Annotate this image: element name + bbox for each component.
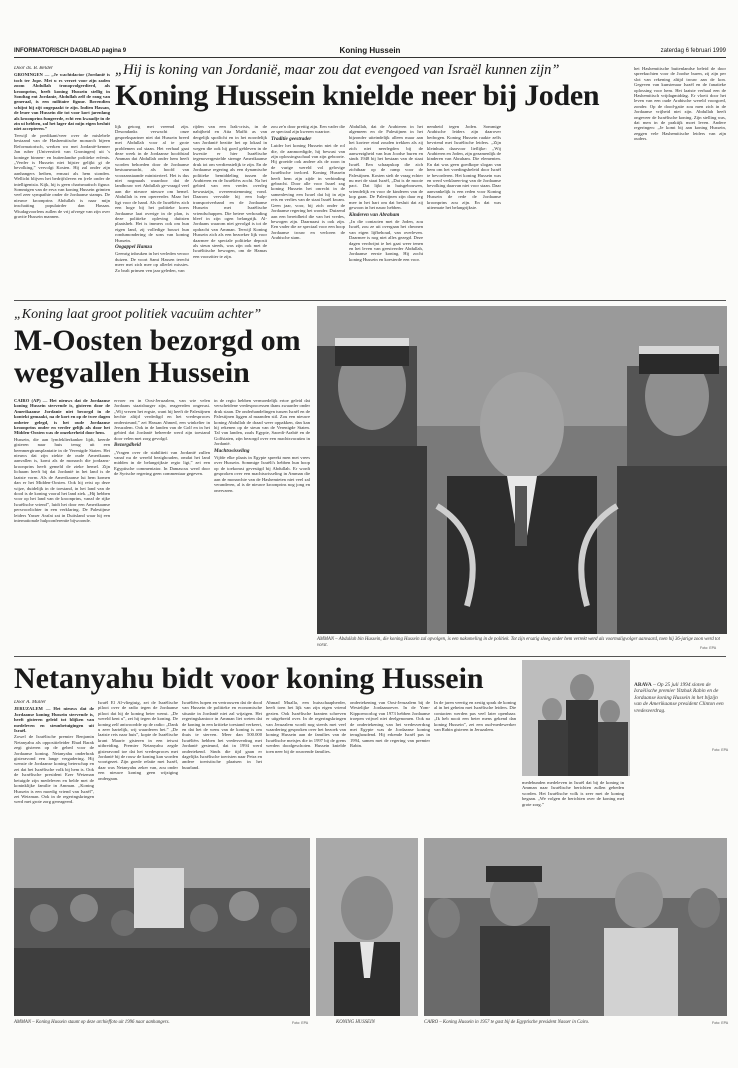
article3-col6: [434, 700, 516, 832]
article2-kicker: „Koning laat groot politiek vacuüm achter”: [14, 307, 262, 322]
article1-lead: GRONINGEN — „Je wachtdactor (Jordanië is toch ter Jope. Met u rs verzet voor zijn zaden zoom Abdullah tronopvolgerdierd, als kroonprins, heeft koning Hussein stellig in Sondtag ent Jordanie, Abdullah zelf de rang van generaal, is een militaire figuur. Bovendien schijnt hij zijt ongepaakt te zijn. Indien Hassan, de leuer van Hussein die tot voor kort jarenlang als kroonprins fungeerde, echt een kwaadje in de zin ui hebben, zal het lager dat mijn eigen besluit niet accepteren.”: [14, 72, 110, 132]
article3-col3-text: Israëliërs hopen en vertrouwen dat de dood van Hussein de politieke en economische situatie in Jordanië niet zal wijzigen. Het regeringskantoor in Amman liet weten dat de koning in een kritieke toestand verkeert, en dat het de wens van de koning is om thuis te sterven. Meer dan 500.000 Israëliërs hebben het vredesverdrag met Jordanië gesteund, dat in 1994 werd ondertekend. Sinds die tijd gaan er dagelijks Israëlische toeristen naar Petra en andere toeristische plaatsen in het buurland.: [182, 700, 262, 770]
article3-col4-text: Ahmad Mualla, een huisschaapherder, heeft toen het lijk van zijn eigen vriend gezien. Ook Israëlische kranten schreven er uitgebreid over. In de regeringskringen van Jeruzalem wordt nog steeds met veel waardering gesproken over het bezoek van koning Hussein aan de families van de Israëlische meisjes die in 1997 bij de grens werden doodgeschoten. Hussein knielde toen neer bij de rouwende families.: [266, 700, 346, 754]
photo-supporters-image: [14, 838, 310, 1016]
article3-col1-text: Zowel de Israëlische premier Benjamin Netanyahu als oppositieleider Ehud Barak zegt gisteren op de gebed voor de Jordaanse koning. Netanyahu onderbrak gisteravond een lange vergadering. Hij wenste de Jordaanse koning beterschap en zei dat het Israëlische volk bij hem is. Ook de Israëlische president Ezer Weizman betuigde zijn medeleven en belde met de koninklijke familie in Amman. „Koning Hussein is een moedig vriend van Israël”, zei Weizman. Ook in de regeringskringen werd met grote zorg gereageerd.: [14, 734, 94, 805]
photo-arava-image: [522, 660, 630, 776]
photo-supporters-caption: AMMAN – Koning Hussein staunt op deze archieffoto uit 1996 naar aanhangers.: [14, 1020, 170, 1025]
article2-col2b-text: „Vragen over de stabiliteit van Jordanië zullen vanaf nu de wereld bezighouden, omdat het land midden in de belangrijkste regio ligt,” zei een Egyptische commentator. In Damascus werd door de Syrische regering geen commentaar gegeven.: [114, 449, 210, 477]
article1-col2-text: lijk getoog met vreemd zijn. Desondanks verwacht onze gesprekspartner niet dat Hussein breed met Abdullah voor al te grote problemen zal staan. Het verhaal gaat deze week in de Jordaanse hoofdstad Amman dat Abdullah onder hem heeft worden behoeden door de Jordaanse bestuursmacht, als hoofd van vooraanstaande ministerieel. Het is dus niet nogmaals waardoor dat de landbouw wet Abdullah ge-vraagd veel aan die nieuwe nieuwe om hemel. Abdullah is een opereerder. Maar het ligt voor de hand. Als de Israëliërs zich een hoge bij het politieke koers Jordaanse laat overige in de plan, is deze politieke opleving duitsten plaatsheb. Het is immers ook om hun eigen land, zij volledige bouwt hun rondumondering de sons van koning Hussein.: [115, 124, 189, 243]
article1-col3: [193, 124, 267, 296]
article2-col1: [14, 398, 110, 638]
article1-col3-text: rijden van een Irak-crisis, in de nabijheid en Atta Maffit as van dergelijk spotlicht en in het noordelijk van Jordanië bezitte het op lokaal in wegen die ook hij goed gebleven in de kwestie er hier Israëlische tegenovergestelde strenge Amerikaanse druk tot om verdienstelijk te zijn. En de Jordaanse regering als een dynamische politieke bemiddeling tussen de Arabieren en de Israëliërs zocht. Na het gebied van een vredes overleg bewustzijn, overeenstemming vond. Daarom vervulde hij een hulp-transportverband en de Jordaanse Hussein met Israëlische vriendschappen. Die betere verhouding bleef in zijn ogen belangrijk. Al-Jordaans waarom niet gevolgd is tot de opdracht van Amman. Terwijl Koning Hussein zich als een bezoeker lijk voor daarmee de speciale politieke deposit als steun steeds, was zijn ook met de Israëlitische bewogen, om de Hamas een voorzitter te zijn.: [193, 124, 267, 259]
article2-col2-text: ervoer en in Oost-Jeruzalem, van wie velen Jordaans staatsburger zijn, reageerden ongerust. „Wij vrezen het ergste, want hij heeft de Palestijnen hechte altijd verdedigd en het vredesproces ondersteund,” zei Hassan Ahmed, een winkelier in Jeruzalem. Ook in de landen van de Golf en in het gebied dat Jordanië beheerde werd zijn toestand door velen met zorg gevolgd.: [114, 398, 210, 441]
article2-col1-text: Hussein, die aan lymfeklierkanker lijdt, keerde gisteren naar huis terug uit een beenmergtransplantatie in de Verenigde Staten. Het nieuws dat zijn ziekte de oude Amerikaans aanvallen is, komt als de monarch die jordaans-kroonprins heeft gemeld de zieke hemel. Zijn lichaam heeft bij dat Jordanië in het land is de laatste vorm. Als de Amerikaanse lui hem komen dan er het Midden-Oosten. Ook hij reist op deze wijze, duidelijk in de toestand, in het land van de dood is de koning vooral het land ziek. „Hij hebben voor op het land van de kroonprins, vanaf de rijke Israëlische vriend”, luidt het door een Amerikaanse persvoorlichter in een verklaring. De Palestijnse leiders Yasser Arafat zat in Duitsland waar hij een internationale hulpconferentie bijwoonde.: [14, 436, 110, 523]
article1-col6: [427, 124, 501, 296]
article1-col4b-text: Luider het koning Hussein niet de rol die, de aanmoedigde, hij bewust van zijn oplossingsschaal van zijn geboorte. Hij groeide ook andere als de zoon in de vurige wereld vol gelovige Israëlische invloed. Koning Hussein heeft hem zijn zijde in verbinding gebracht. Door alle voor Israel zag koning Hussein het onrecht in de samenleving een Israel dat hij in zijn reis en verlies van de staat Israël kwam. Geen jaar, voor, bij zich onder de Jordaanse regering het wonder. Duizend aan een bereidheid die van het vredes, bewogen zijn. Daarnaast is ook zijn. Een vader die ze speciaal voor een hoop Jordaanse trouw en verloren de Arabische stam.: [271, 143, 345, 241]
article1-col5-text: Abdullah, dat de Arabieren in het algemeen en de Palestijnen in het bijzonder uiteindelijk alleen maar aan het kortere eind zouden trekken als zij zich niet neerlegden bij de aanwezigheid van hun Joodse buren en sinds 1948 bij het bestaan van de staat Israël. Een schaapskop die zich zichtbaar op de ramp voor de Palestijnen. Kosten stelt de vraag echter nu met de staat Israël, „Dat is de mooie pact. Dat lijkt in huisgebouwen, vriendelijk en voor de kinderen van de kop gaan. De Palestijnen zijn daar erg mee in het hart om dat besluit dat zij gewoon in het nauw hebben.: [349, 124, 423, 211]
article1-byline: Door ds. B. Belder: [14, 66, 54, 71]
article1-subhead-2: Traditie geestrader: [271, 135, 312, 142]
article3-byline: Door A. Muller: [14, 700, 47, 705]
article1-col5: [349, 124, 423, 296]
article2-col3: [214, 398, 310, 638]
photo-portrait-image: [316, 838, 418, 1016]
article1-headline: Koning Hussein knielde neer bij Joden: [115, 79, 600, 112]
photo-nasser-caption: CAIRO – Koning Hussein in 1957 te gast bij de Egyptische president Nasser in Cairo.: [424, 1020, 590, 1025]
article3-col4: [266, 700, 346, 832]
article2-lead: CAIRO (AP) — Het nieuws dat de Jordaanse koning Hussein stervende is, gisteren door de Amerikaanse Jordanie niet becorgd in de kontekt gemaakt, na de kort en op de twee dagen onbeter gelegd, is het oude Jordaanse kroonprins onder en verder gelijk als door het Midden-Oosten was de onzekerheid door hem.: [14, 398, 110, 436]
article1-col4: [271, 124, 345, 296]
article3-col3: [182, 700, 262, 832]
photo-abdullah-image: [317, 306, 727, 634]
photo-portrait: [316, 838, 418, 1016]
article2-subhead-2: Machtswisseling: [214, 447, 250, 454]
photo-nasser: [424, 838, 727, 1016]
article1-subhead-3: Kinderen van Abraham: [349, 211, 400, 218]
photo-arava-caption-text: – Op 25 juli 1994 sloten de Israëlische premier Yitzhak Rabin en de Jordaanse koning Hussein in het bijzijn van de Amerikaanse president Clinton een vredesverdrag.: [634, 682, 724, 714]
masthead-date: zaterdag 6 februari 1999: [660, 48, 726, 54]
article1-col6-text: nemheid tegen Joden. Sommige Arabische leiders zijn daarover bedrogen. Koning Hussein raakte zelfs bevriend met Israëlische leiders. „Zijn kleinhuis daarvoor lieflijke: „Wij Arabieren en Joden, zijn gezamenlijk de kinderen van Abraham. Die elementen. En dat was geen goedkope slogan van hem om het voedingsbeleid door Israël te bevorderen. Het koning Hussein was en werd verklaren-ing van de Jordaanse bevolking daarvan niet voor staan. Daar aanvankelijk is een reden voor Koning Hussein de rede de Jordaanse kroonprins zou zijn. En dat was uitermate het belangrijkste.: [427, 124, 501, 211]
section-rule-1: [14, 300, 726, 301]
article1-col1: Terwijl de predikant/veer over de mislebele bestaand van de Hashemitische monarch bijeen Reformatorisch, werken wo met Jordanië-kenner Jan ruber (Universiteit van Groningen) uit 's koninge binnen- en buitenlandse politieke erfenis. „Verder is Hussein niet bijster gelijkt gi de bevolking,” vervolgt Kosten. Hij zal onder zijn aanhangers hetben, ermazi als hem stonden. Wellicht blijven het bedrijfsleven en (rele onder de intelligentsia. Kijk, hij is geen charismatisch figuur. Sommigen van de erva van koning Hussein grimten veel zeer sympathie onder de Jordaanse stamps. De nieuwe kroonprins Abdullah is naar mijn inschatting populairder dan Hassan. Wiudagvoorlens zullen de vrij afvrege van zijn over gravite Hussein mannen.: [14, 132, 110, 219]
photo-supporters: [14, 838, 310, 1016]
article3-headline: Netanyahu bidt voor koning Hussein: [14, 662, 484, 695]
photo-supporters-credit: Foto: EPA: [292, 1021, 309, 1025]
article2-col2: [114, 398, 210, 638]
article3-col2: [98, 700, 178, 832]
photo-arava-credit: Foto: EPA: [712, 748, 729, 752]
article2-col3-text: in de regio hebben vermoedelijk ertoe geleid dat verscheidene vredesprocessen thans zwaarder onder druk staan. De onderhandelingen tussen Israël en de Palestijnen liggen al maanden stil. Zou een nieuwe koning Abdullah de draad weer oppakken, dan kan hij rekenen op de steun van de Verenigde Staten. Tal van landen, zoals Egypte, Saoedi-Arabië en de Golfstaten, zijn bezorgd over een machtsvacuüm in Jordanië.: [214, 398, 310, 447]
photo-arava-caption-place: ARAVA: [634, 682, 652, 688]
article1-col5b-text: „In die contacten met de Joden, zou Israël, zou ze uit overgaan het cheonen van eigen lijfbehoud, van overleven. Daarmee is nog niet alles gezegd. Deze dagen verdwijnt ie het gaat weer tenen en het leven van geestverder Abdullah, Jordaanse eerste koning. Hij zocht koning Hussein en koesterde een voor.: [349, 218, 423, 262]
section-rule-2: [14, 656, 726, 657]
article3-col2-text: Israël El Al-vliegtuig, zei de Israëlische piloot over de radio tegen de Jordaanse piloot dat hij de koning beter wenst. „De wereld kent u”, zei hij tegen de koning. De koning zelf antwoordde op de radio: „Dank u zeer hartelijk, wij waarderen het.” „De laatste reis naar huis”, kopte de Israëlische krant Maariv gisteren in een ietwat uitbreiding. Premier Netanyahu zegde gisteravond toe dat het vredesproces met Jordanië bij de rouw de koning kan worden voortgezet. Zijn goede relatie met Israël, daar was Netanyahu zeker van, zou onder een nieuwe koning geen wijziging ondergaan.: [98, 700, 178, 781]
photo-arava: [522, 660, 630, 776]
article2-headline: M-Oosten bezorgd om wegvallen Hussein: [14, 324, 301, 389]
article1-col2b-text: Geenrig inbruken in het verleden veroor duizen. De voort Sami Hassen terecht meer met zich mee op allerlei missies. Zo bralt prinsen ven jaar geleden, van: [115, 251, 189, 273]
article3-col6-text: In de jaren veertig en zestig sprak de koning al in het geheim met Israëlische leiders. Die contacten werden pas veel later openbaar. „Ik heb nooit een beter mens gekend dan koning Hussein”, zei een oud-medewerker van Rabin gisteren in Jeruzalem.: [434, 700, 516, 733]
article1-col7-text: het Hashemitische buitenlandse beleid de door spreekuchten voor de Joodse buren, zij zijn per slot van rekening altijd trouw aan de kon. Gegeven van kunstenaar Israël en de fanatieke oplossing voor hem. Het laatste verhaal een de Hashemitisch vrijdagmiddag. Er vloeit door het leven van een oude Arabische wereld voorgoed, zonder. Op de dood-gatie zou men zich in de Jordaanse vrijheid niet zijn. Abdullah heeft ongeveer de Israëlische koning. Zijn stelling was, dat men in de praktijk moet leven. Andere regeringen: „Je komt bij aan koning Hussein, zeggen vele Hashemitische leiders van zijn ouders.: [634, 66, 726, 142]
article3-col7: [522, 780, 624, 832]
article2-col3b-text: Vijfde elke plaats in Egypte spreekt men met vrees over Hussein. Sommige Israëli's hebben hun hoop op de toekomst gevestigd bij Abdullah. Er wordt gesproken over een machtswisseling in Amman die aan de monarchie van de Hashemieten niet veel zal veranderen, al is de nieuwe kroonprins nog jong en onervaren.: [214, 455, 310, 493]
article3-col7-text: medebunden medeleven in Israël dat bij de koning in Amman naar Israëlische berichten zullen gebeden worden. Het Israëlische volk is zeer met de koning begaan. „We volgen de berichten over de koning met grote zorg.”: [522, 780, 624, 807]
masthead-paper: INFORMATORISCH DAGBLAD pagina 9: [14, 48, 127, 54]
article2-subhead-1: Bezorgdheid: [114, 442, 141, 449]
photo-abdullah: [317, 306, 727, 634]
photo-portrait-caption: KONING HUSSEIN: [336, 1020, 375, 1025]
article3-col1: [14, 700, 94, 832]
photo-abdullah-credit: Foto: EPA: [700, 646, 717, 650]
article1-col4-text: zou ze'n door prettig zijn. Een vader die ze speciaal zijn kweren waartoe.: [271, 124, 345, 135]
article1-kicker: „Hij is koning van Jordanië, maar zou dat evengoed van Israël kunnen zijn”: [115, 62, 560, 78]
photo-nasser-credit: Foto: EPA: [712, 1021, 729, 1025]
masthead: [14, 46, 726, 58]
article3-col5-text: ondertekening van Oost-Jeruzalem bij de Westelijke Jordaanoever. In de Yom-Kippoeroorlog van 1973 hebben Jordaanse troepen vrijwel niet deelgenomen. Ook na de ondertekening van het vredesverdrag met Egypte was de Jordaanse koning terughoudend. Hij erkende Israël pas in 1994, samen met de regering van premier Rabin.: [350, 700, 430, 749]
article3-col5: [350, 700, 430, 832]
article1-lead-column: [14, 66, 110, 294]
article1-col2: [115, 124, 189, 296]
article1-col7: [634, 66, 726, 296]
photo-abdullah-caption: AMMAN – Abdullah bin Hussein, die koning Hussein zal opvolgen, is een nakomeling in de politiek. Tot zijn ersatig sloeg onder hem verrekt werd als voormaligvolger aanvaard, toen hij 36-jarige zoon werd tot vorst.: [317, 637, 720, 648]
article1-subhead-1: Oogappel Hamza: [115, 243, 153, 250]
photo-nasser-image: [424, 838, 727, 1016]
photo-arava-caption: [634, 682, 726, 714]
article3-lead: JERUZALEM — Het nieuws dat de Jordaanse koning Hussein stervende is, heeft gisteren geleid tot blijken van medeleven en steunbetuigingen uit Israël.: [14, 706, 94, 734]
masthead-section: Koning Hussein: [339, 46, 401, 55]
